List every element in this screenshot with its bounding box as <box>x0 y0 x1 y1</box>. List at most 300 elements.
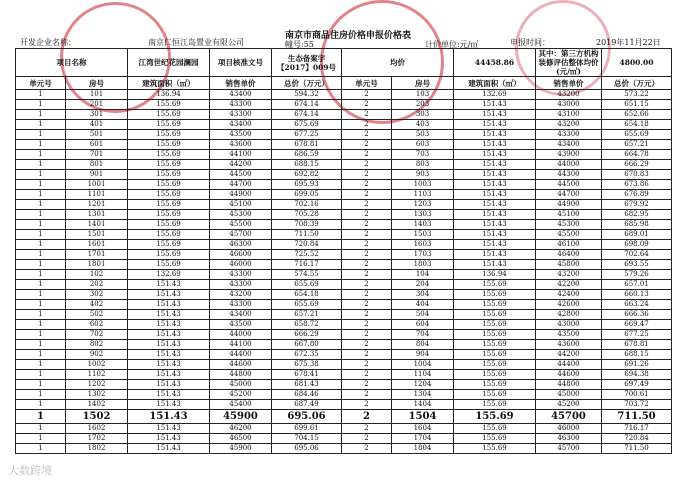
table-row <box>16 180 672 190</box>
table-cell: 155.69 <box>454 380 536 390</box>
table-cell: 651.15 <box>602 100 672 110</box>
decoration-value: 4800.00 <box>602 49 672 77</box>
table-cell: 1803 <box>392 260 454 270</box>
table-cell: 151.43 <box>454 230 536 240</box>
table-cell: 801 <box>66 160 128 170</box>
table-cell: 44000 <box>536 160 602 170</box>
table-cell: 664.78 <box>602 150 672 160</box>
table-cell: 204 <box>392 280 454 290</box>
table-cell: 2 <box>342 210 392 220</box>
table-cell: 46200 <box>210 424 272 434</box>
table-cell: 695.06 <box>272 444 342 454</box>
table-cell: 304 <box>392 290 454 300</box>
table-cell: 1001 <box>66 180 128 190</box>
table-cell: 43400 <box>210 90 272 100</box>
table-cell: 1 <box>16 190 66 200</box>
table-cell: 1 <box>16 280 66 290</box>
table-cell: 42200 <box>536 280 602 290</box>
table-cell: 155.69 <box>454 390 536 400</box>
table-cell: 151.43 <box>128 320 210 330</box>
table-cell: 1 <box>16 110 66 120</box>
table-cell: 1003 <box>392 180 454 190</box>
table-cell: 45100 <box>210 200 272 210</box>
table-cell: 1202 <box>66 380 128 390</box>
table-cell: 1801 <box>66 260 128 270</box>
table-cell: 657.21 <box>272 310 342 320</box>
table-cell: 151.43 <box>454 260 536 270</box>
table-cell: 2 <box>342 360 392 370</box>
table-cell: 1103 <box>392 190 454 200</box>
table-cell: 43500 <box>210 130 272 140</box>
table-cell: 132.69 <box>454 90 536 100</box>
table-cell: 702.16 <box>272 200 342 210</box>
table-row <box>16 260 672 270</box>
table-row <box>16 340 672 350</box>
table-cell: 43300 <box>210 300 272 310</box>
table-cell: 155.69 <box>128 210 210 220</box>
table-cell: 672.35 <box>272 350 342 360</box>
table-cell: 685.98 <box>602 220 672 230</box>
table-cell: 45700 <box>536 410 602 424</box>
table-row <box>16 290 672 300</box>
table-cell: 43300 <box>210 270 272 280</box>
table-cell: 44100 <box>210 150 272 160</box>
table-cell: 677.25 <box>602 330 672 340</box>
table-cell: 151.43 <box>128 390 210 400</box>
table-cell: 1 <box>16 100 66 110</box>
table-cell: 151.43 <box>128 410 210 424</box>
table-cell: 1402 <box>66 400 128 410</box>
project-info-row <box>16 49 672 77</box>
table-cell: 155.69 <box>454 400 536 410</box>
table-row <box>16 300 672 310</box>
table-cell: 1 <box>16 390 66 400</box>
column-header-row <box>16 77 672 90</box>
table-cell: 2 <box>342 160 392 170</box>
table-cell: 594.32 <box>272 90 342 100</box>
table-cell: 2 <box>342 170 392 180</box>
table-cell: 695.06 <box>272 410 342 424</box>
table-cell: 502 <box>66 310 128 320</box>
table-cell: 678.41 <box>272 370 342 380</box>
table-cell: 1403 <box>392 220 454 230</box>
table-cell: 43600 <box>536 340 602 350</box>
table-cell: 155.69 <box>454 280 536 290</box>
table-cell: 45500 <box>210 220 272 230</box>
table-cell: 45200 <box>536 400 602 410</box>
table-cell: 43900 <box>536 150 602 160</box>
table-cell: 702 <box>66 330 128 340</box>
table-cell: 45200 <box>210 390 272 400</box>
table-cell: 151.43 <box>128 290 210 300</box>
table-cell: 151.43 <box>454 210 536 220</box>
table-row <box>16 350 672 360</box>
table-cell: 1802 <box>66 444 128 454</box>
table-cell: 44800 <box>210 370 272 380</box>
table-cell: 155.69 <box>128 120 210 130</box>
table-cell: 155.69 <box>454 360 536 370</box>
table-cell: 2 <box>342 200 392 210</box>
table-cell: 657.21 <box>602 140 672 150</box>
table-cell: 44700 <box>210 180 272 190</box>
table-row <box>16 210 672 220</box>
table-row <box>16 320 672 330</box>
table-cell: 1004 <box>392 360 454 370</box>
table-cell: 501 <box>66 130 128 140</box>
table-row <box>16 330 672 340</box>
table-cell: 678.81 <box>272 140 342 150</box>
table-row <box>16 390 672 400</box>
table-cell: 1404 <box>392 400 454 410</box>
table-cell: 2 <box>342 330 392 340</box>
price-table <box>15 48 672 454</box>
table-cell: 42800 <box>536 310 602 320</box>
table-cell: 2 <box>342 140 392 150</box>
table-row <box>16 434 672 444</box>
table-cell: 43500 <box>536 330 602 340</box>
table-cell: 1 <box>16 180 66 190</box>
table-cell: 136.94 <box>454 270 536 280</box>
table-cell: 1002 <box>66 360 128 370</box>
table-cell: 697.49 <box>602 380 672 390</box>
table-row <box>16 310 672 320</box>
table-cell: 45300 <box>536 220 602 230</box>
table-cell: 2 <box>342 300 392 310</box>
table-cell: 1 <box>16 140 66 150</box>
table-cell: 43300 <box>210 100 272 110</box>
table-cell: 44700 <box>536 190 602 200</box>
table-cell: 44100 <box>210 340 272 350</box>
approval-label: 项目核准文号 <box>210 49 272 77</box>
table-row <box>16 130 672 140</box>
table-cell: 151.43 <box>454 220 536 230</box>
table-cell: 704 <box>392 330 454 340</box>
table-row <box>16 120 672 130</box>
table-cell: 132.69 <box>128 270 210 280</box>
table-cell: 689.01 <box>602 230 672 240</box>
table-cell: 151.43 <box>128 370 210 380</box>
table-cell: 45400 <box>210 400 272 410</box>
table-row <box>16 240 672 250</box>
table-cell: 682.95 <box>602 210 672 220</box>
table-cell: 2 <box>342 350 392 360</box>
table-cell: 1 <box>16 150 66 160</box>
table-cell: 1 <box>16 310 66 320</box>
table-row <box>16 90 672 100</box>
table-cell: 43400 <box>210 310 272 320</box>
table-cell: 1 <box>16 330 66 340</box>
column-header: 总价（万元） <box>272 77 342 90</box>
table-cell: 151.43 <box>454 170 536 180</box>
table-cell: 46300 <box>536 434 602 444</box>
table-cell: 1 <box>16 350 66 360</box>
table-cell: 403 <box>392 120 454 130</box>
table-cell: 1 <box>16 130 66 140</box>
table-cell: 711.50 <box>602 444 672 454</box>
table-cell: 660.13 <box>602 290 672 300</box>
table-row <box>16 424 672 434</box>
table-row <box>16 410 672 424</box>
table-cell: 155.69 <box>128 260 210 270</box>
table-cell: 2 <box>342 340 392 350</box>
table-cell: 2 <box>342 290 392 300</box>
table-cell: 694.38 <box>602 370 672 380</box>
table-row <box>16 170 672 180</box>
table-cell: 155.69 <box>128 140 210 150</box>
table-cell: 155.69 <box>128 190 210 200</box>
table-cell: 42600 <box>536 300 602 310</box>
table-cell: 43500 <box>210 320 272 330</box>
table-cell: 1 <box>16 230 66 240</box>
table-cell: 2 <box>342 400 392 410</box>
watermark: 大数跨境 <box>8 464 52 477</box>
table-cell: 155.69 <box>454 350 536 360</box>
table-cell: 1 <box>16 260 66 270</box>
table-cell: 678.81 <box>602 340 672 350</box>
table-cell: 155.69 <box>128 130 210 140</box>
table-cell: 504 <box>392 310 454 320</box>
table-cell: 151.43 <box>454 130 536 140</box>
table-cell: 1301 <box>66 210 128 220</box>
table-cell: 1 <box>16 250 66 260</box>
table-cell: 202 <box>66 280 128 290</box>
table-cell: 1 <box>16 340 66 350</box>
table-cell: 803 <box>392 160 454 170</box>
table-cell: 2 <box>342 380 392 390</box>
table-cell: 703 <box>392 150 454 160</box>
table-cell: 2 <box>342 270 392 280</box>
table-row <box>16 110 672 120</box>
table-row <box>16 140 672 150</box>
column-header: 建筑面积（㎡） <box>454 77 536 90</box>
table-cell: 45300 <box>210 210 272 220</box>
table-cell: 151.43 <box>128 434 210 444</box>
table-cell: 43600 <box>210 140 272 150</box>
table-cell: 720.84 <box>602 434 672 444</box>
table-cell: 902 <box>66 350 128 360</box>
table-cell: 44200 <box>210 160 272 170</box>
table-cell: 151.43 <box>128 280 210 290</box>
table-cell: 675.38 <box>272 360 342 370</box>
table-cell: 1303 <box>392 210 454 220</box>
table-cell: 151.43 <box>128 444 210 454</box>
table-cell: 151.43 <box>454 180 536 190</box>
table-row <box>16 400 672 410</box>
table-cell: 43000 <box>536 320 602 330</box>
table-cell: 655.69 <box>602 130 672 140</box>
table-cell: 43300 <box>210 110 272 120</box>
table-cell: 655.69 <box>272 280 342 290</box>
table-cell: 674.14 <box>272 100 342 110</box>
table-cell: 44500 <box>210 170 272 180</box>
table-cell: 46500 <box>210 434 272 444</box>
table-cell: 1804 <box>392 444 454 454</box>
table-cell: 702.64 <box>602 250 672 260</box>
table-cell: 2 <box>342 320 392 330</box>
table-cell: 2 <box>342 444 392 454</box>
table-cell: 151.43 <box>454 110 536 120</box>
table-cell: 603 <box>392 140 454 150</box>
table-cell: 104 <box>392 270 454 280</box>
table-cell: 1601 <box>66 240 128 250</box>
table-cell: 401 <box>66 120 128 130</box>
avg-price-label: 均价 <box>342 49 454 77</box>
table-cell: 1 <box>16 400 66 410</box>
table-cell: 1101 <box>66 190 128 200</box>
table-cell: 44200 <box>536 350 602 360</box>
table-cell: 1102 <box>66 370 128 380</box>
table-cell: 700.61 <box>602 390 672 400</box>
table-cell: 2 <box>342 110 392 120</box>
table-cell: 43300 <box>210 280 272 290</box>
table-cell: 155.69 <box>454 310 536 320</box>
table-cell: 1504 <box>392 410 454 424</box>
project-name: 江湾世纪花园澜园 <box>128 49 210 77</box>
table-cell: 703.72 <box>602 400 672 410</box>
table-cell: 2 <box>342 150 392 160</box>
table-cell: 1 <box>16 434 66 444</box>
table-cell: 503 <box>392 130 454 140</box>
table-cell: 46000 <box>210 260 272 270</box>
table-cell: 402 <box>66 300 128 310</box>
table-cell: 43200 <box>536 270 602 280</box>
table-cell: 1502 <box>66 410 128 424</box>
table-cell: 155.69 <box>128 150 210 160</box>
table-cell: 155.69 <box>128 240 210 250</box>
column-header: 房号 <box>392 77 454 90</box>
table-cell: 681.43 <box>272 380 342 390</box>
table-cell: 1604 <box>392 424 454 434</box>
table-cell: 655.69 <box>272 300 342 310</box>
table-cell: 654.18 <box>272 290 342 300</box>
table-cell: 1 <box>16 300 66 310</box>
table-cell: 151.43 <box>454 250 536 260</box>
table-cell: 151.43 <box>128 310 210 320</box>
table-cell: 2 <box>342 370 392 380</box>
table-cell: 688.15 <box>272 160 342 170</box>
table-cell: 1703 <box>392 250 454 260</box>
table-cell: 686.59 <box>272 150 342 160</box>
table-cell: 404 <box>392 300 454 310</box>
page-title: 南京市商品住房价格申报价格表 <box>285 31 412 41</box>
avg-price-value: 44458.86 <box>454 49 536 77</box>
table-cell: 601 <box>66 140 128 150</box>
table-cell: 155.69 <box>454 340 536 350</box>
table-cell: 674.14 <box>272 110 342 120</box>
table-cell: 151.43 <box>128 400 210 410</box>
table-row <box>16 270 672 280</box>
table-cell: 1 <box>16 360 66 370</box>
table-cell: 1 <box>16 240 66 250</box>
table-cell: 155.69 <box>454 290 536 300</box>
table-cell: 901 <box>66 170 128 180</box>
table-cell: 1 <box>16 270 66 280</box>
table-cell: 44400 <box>210 350 272 360</box>
column-header: 单元号 <box>342 77 392 90</box>
table-cell: 691.26 <box>602 360 672 370</box>
table-cell: 667.80 <box>272 340 342 350</box>
table-row <box>16 190 672 200</box>
column-header: 单元号 <box>16 77 66 90</box>
table-cell: 904 <box>392 350 454 360</box>
table-cell: 46300 <box>210 240 272 250</box>
table-cell: 1 <box>16 90 66 100</box>
table-cell: 44900 <box>210 190 272 200</box>
table-cell: 699.61 <box>272 424 342 434</box>
table-cell: 155.69 <box>128 170 210 180</box>
table-cell: 151.43 <box>454 150 536 160</box>
table-cell: 2 <box>342 100 392 110</box>
table-row <box>16 280 672 290</box>
table-row <box>16 160 672 170</box>
developer-name: 南京仁恒江岛置业有限公司 <box>148 38 244 47</box>
table-cell: 43400 <box>210 120 272 130</box>
table-cell: 46400 <box>536 250 602 260</box>
table-cell: 666.36 <box>602 310 672 320</box>
table-cell: 666.29 <box>272 330 342 340</box>
table-row <box>16 360 672 370</box>
column-header: 房号 <box>66 77 128 90</box>
table-cell: 44600 <box>536 370 602 380</box>
table-cell: 1401 <box>66 220 128 230</box>
table-cell: 698.09 <box>602 240 672 250</box>
table-cell: 699.05 <box>272 190 342 200</box>
table-cell: 1 <box>16 380 66 390</box>
unit-label: 计价单位:元/㎡ <box>425 40 479 49</box>
table-cell: 652.66 <box>602 110 672 120</box>
table-cell: 151.43 <box>128 424 210 434</box>
table-cell: 44900 <box>536 200 602 210</box>
table-cell: 302 <box>66 290 128 300</box>
table-cell: 693.55 <box>602 260 672 270</box>
table-cell: 46600 <box>210 250 272 260</box>
table-row <box>16 444 672 454</box>
table-cell: 2 <box>342 240 392 250</box>
report-date: 2019年11月22日 <box>596 38 661 47</box>
table-cell: 1704 <box>392 434 454 444</box>
table-cell: 44000 <box>210 330 272 340</box>
table-cell: 679.92 <box>602 200 672 210</box>
table-cell: 151.43 <box>128 360 210 370</box>
table-cell: 903 <box>392 170 454 180</box>
table-cell: 676.89 <box>602 190 672 200</box>
table-cell: 711.50 <box>602 410 672 424</box>
table-cell: 203 <box>392 100 454 110</box>
table-cell: 103 <box>392 90 454 100</box>
table-row <box>16 220 672 230</box>
table-cell: 155.69 <box>128 230 210 240</box>
table-cell: 1 <box>16 160 66 170</box>
table-cell: 1 <box>16 410 66 424</box>
table-cell: 692.82 <box>272 170 342 180</box>
table-cell: 2 <box>342 250 392 260</box>
table-cell: 151.43 <box>454 120 536 130</box>
table-cell: 687.49 <box>272 400 342 410</box>
table-cell: 301 <box>66 110 128 120</box>
table-cell: 574.55 <box>272 270 342 280</box>
table-row <box>16 370 672 380</box>
table-cell: 2 <box>342 220 392 230</box>
table-row <box>16 150 672 160</box>
table-cell: 1702 <box>66 434 128 444</box>
table-cell: 155.69 <box>454 300 536 310</box>
table-cell: 2 <box>342 90 392 100</box>
table-cell: 151.43 <box>128 350 210 360</box>
approval-number: 生态备案字【2017】009号 <box>272 49 342 77</box>
table-cell: 45700 <box>210 230 272 240</box>
table-cell: 1 <box>16 444 66 454</box>
table-cell: 44400 <box>536 360 602 370</box>
